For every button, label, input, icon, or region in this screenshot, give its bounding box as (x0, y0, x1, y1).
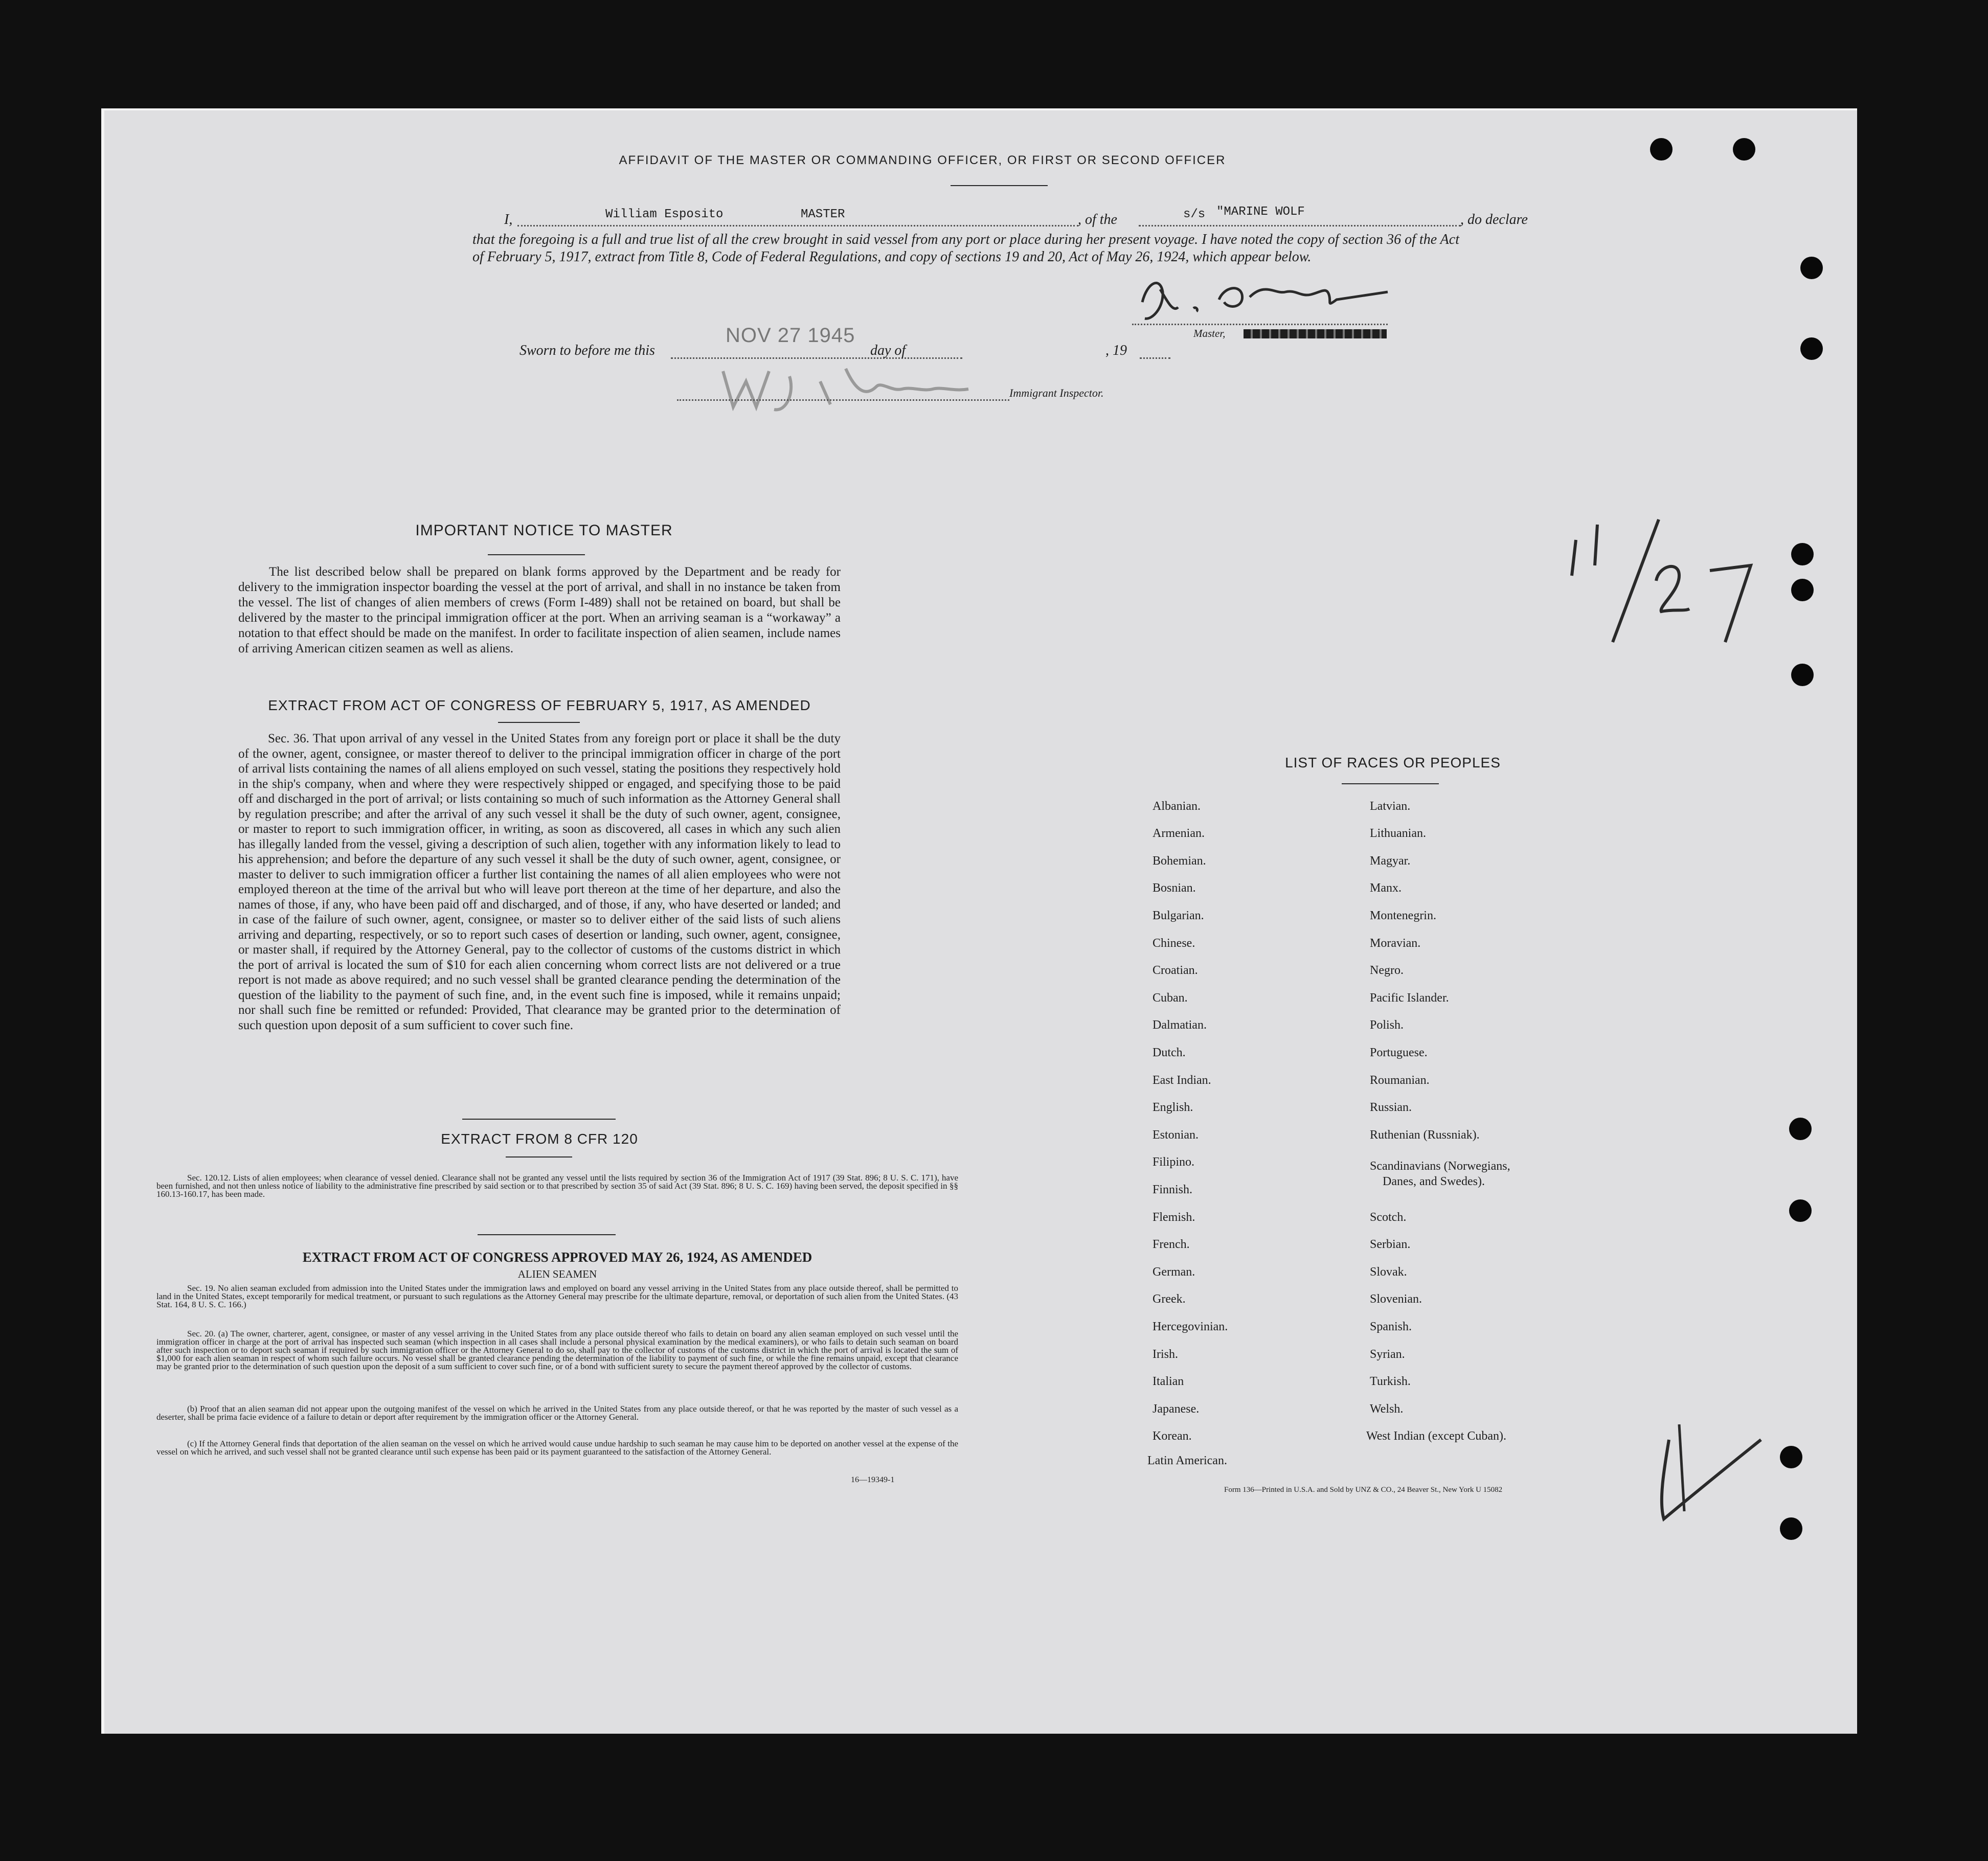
master-name: William Esposito (605, 208, 724, 221)
race-item: Negro. (1370, 964, 1404, 977)
punch-hole (1650, 138, 1673, 161)
do-declare-label: , do declare (1460, 212, 1528, 228)
handwritten-date (1556, 504, 1771, 657)
section-20c: (c) If the Attorney General finds that deportation of the alien seaman on the vessel on which he arrived would cause undue hardship to such seaman he may cause him to be deported on another vessel at the expense of the vessel on which he arrived, and such vessel shall not be granted clearance until such expense has been paid or its payment guaranteed to the satisfaction of the Attorney General. (156, 1439, 958, 1457)
race-item: Albanian. (1153, 800, 1201, 813)
race-item: Filipino. (1153, 1155, 1195, 1169)
affidavit-body: that the foregoing is a full and true list of all the crew brought in said vessel from any port or place during her present voyage. I have noted the copy of section 36 of the Act of February 5, 1917, extract from Title 8, Code of Federal Regulations, and copy of sections 19 and 20, Act of May 26, 1924, which appear below. (472, 232, 1459, 265)
extract-1917-title: EXTRACT FROM ACT OF CONGRESS OF FEBRUARY 5, 1917, AS AMENDED (268, 697, 811, 713)
punch-hole (1780, 1517, 1802, 1540)
sworn-label: Sworn to before me this (519, 343, 655, 358)
section-19: Sec. 19. No alien seaman excluded from admission into the United States under the immigration laws and employed on board any vessel arriving in the United States from any place outside thereof, shall be permitted to land in the United States, except temporarily for medical treatment, or pursuant to such regulations as the Attorney General may prescribe for the ultimate departure, removal, or deportation of such alien from the United States. (43 Stat. 164, 8 U. S. C. 166.) (156, 1283, 958, 1309)
race-item: Spanish. (1370, 1320, 1412, 1333)
race-item: Armenian. (1153, 827, 1205, 840)
punch-hole (1791, 664, 1814, 686)
race-item: Scandinavians (Norwegians, (1370, 1160, 1510, 1173)
form-code: 16—19349-1 (851, 1476, 895, 1484)
race-item: Finnish. (1153, 1183, 1193, 1196)
race-item: Russian. (1370, 1101, 1412, 1114)
master-signature (1132, 271, 1398, 328)
signature-line (1132, 324, 1388, 325)
affidavit-title: AFFIDAVIT OF THE MASTER OR COMMANDING OFFICER, OR FIRST OR SECOND OFFICER (619, 153, 1226, 167)
inspector-label: Immigrant Inspector. (1009, 387, 1104, 399)
race-item: Hercegovinian. (1153, 1320, 1228, 1333)
race-item: Portuguese. (1370, 1046, 1428, 1059)
race-item: Dutch. (1153, 1046, 1186, 1059)
day-of-label: day of (870, 343, 906, 358)
section-20b: (b) Proof that an alien seaman did not appear upon the outgoing manifest of the vessel on which he arrived in the United States from any place outside thereof, or that he was reported by the master of such vessel as a deserter, shall be prima facie evidence of a failure to detain or deport after requirement by the immigration officer or the Attorney General. (156, 1404, 958, 1422)
race-item: Bosnian. (1153, 881, 1196, 895)
race-item: Syrian. (1370, 1348, 1405, 1361)
race-item: Pacific Islander. (1370, 991, 1449, 1005)
punch-hole (1791, 579, 1814, 601)
race-item: Moravian. (1370, 937, 1421, 950)
race-item: Manx. (1370, 881, 1402, 895)
inspector-signature (703, 361, 994, 422)
race-item: Lithuanian. (1370, 827, 1426, 840)
race-item: French. (1153, 1238, 1190, 1251)
race-item: Italian (1153, 1375, 1184, 1388)
signature-line (677, 399, 1009, 401)
date-stamp: NOV 27 1945 (726, 324, 855, 347)
punch-hole (1780, 1446, 1802, 1468)
extract-1924-subtitle: ALIEN SEAMEN (517, 1268, 597, 1280)
race-item: Montenegrin. (1370, 909, 1436, 922)
race-item: Scotch. (1370, 1211, 1407, 1224)
punch-hole (1800, 257, 1823, 279)
race-item: Irish. (1153, 1348, 1178, 1361)
race-item: Dalmatian. (1153, 1018, 1207, 1032)
blank-line (517, 225, 1078, 226)
race-item: Cuban. (1153, 991, 1188, 1005)
divider (1342, 783, 1439, 784)
section-20a: Sec. 20. (a) The owner, charterer, agent, consignee, or master of any vessel arriving in the United States from any place outside thereof who fails to detain on board any alien seaman employed on such vessel until the immigration officer in charge at the port of arrival has inspected such seaman (which inspection in all cases shall include a personal physical examination by the medical examiners), or who fails to detain such seaman on board after such inspection or to deport such seaman if required by such immigration officer or the Attorney General to do so, shall pay to the collector of customs of the customs district in which the port of arrival is located the sum of $1,000 for each alien seaman in respect of whom such failure occurs. No vessel shall be granted clearance pending the determination of the liability to payment of such fine, or while the fine remains unpaid, except that clearance may be granted prior to the determination of such question upon the deposit of a sum sufficient to cover such fine, or of a bond with sufficient surety to secure the payment thereof approved by the collector of customs. (156, 1329, 958, 1371)
race-item: Welsh. (1370, 1402, 1404, 1416)
race-item: English. (1153, 1101, 1193, 1114)
race-item: Ruthenian (Russniak). (1370, 1128, 1480, 1142)
race-item: Danes, and Swedes). (1383, 1175, 1485, 1188)
divider (462, 1119, 616, 1120)
struck-out-text (1244, 329, 1387, 338)
race-item: East Indian. (1153, 1074, 1211, 1087)
race-item: Slovenian. (1370, 1292, 1422, 1306)
punch-hole (1789, 1118, 1812, 1140)
punch-hole (1800, 337, 1823, 360)
race-item: Bulgarian. (1153, 909, 1204, 922)
race-item: Japanese. (1153, 1402, 1200, 1416)
year-label: , 19 (1105, 343, 1127, 358)
race-item: Latin American. (1147, 1454, 1227, 1467)
notice-title: IMPORTANT NOTICE TO MASTER (415, 522, 673, 539)
race-item: West Indian (except Cuban). (1366, 1429, 1506, 1443)
race-item: Roumanian. (1370, 1074, 1430, 1087)
document-page (101, 108, 1857, 1734)
race-item: Korean. (1153, 1429, 1192, 1443)
races-title: LIST OF RACES OR PEOPLES (1285, 755, 1501, 770)
divider (488, 554, 585, 555)
race-item: Serbian. (1370, 1238, 1411, 1251)
extract-1917-body: Sec. 36. That upon arrival of any vessel in the United States from any foreign port or place it shall be the duty of the owner, agent, consignee, or master thereof to deliver to the principal immigration officer in charge of the port of arrival lists containing the names of all aliens employed on such vessel, stating the positions they respectively hold in the ship's company, when and where they were respectively shipped or engaged, and specifying those to be paid off and discharged in the port of arrival; or lists containing so much of such information as the Attorney General shall by regulation prescribe; and after the arrival of any such vessel it shall be the duty of such owner, agent, consignee, or master to report to such immigration officer, in writing, as soon as discovered, all cases in which any such alien has illegally landed from the vessel, giving a description of such alien, together with any information likely to lead to his apprehension; and before the departure of any such vessel it shall be the duty of such owner, agent, consignee, or master to deliver to such immigration officer a further list containing the names of all alien employees who were not employed thereon at the time of the arrival but who will leave port thereon at the time of her departure, and also the names of those, if any, who have been paid off and discharged, and of those, if any, who have deserted or landed; and in case of the failure of such owner, agent, consignee, or master so to deliver either of the said lists of such aliens arriving and departing, respectively, or so to report such cases of desertion or landing, such owner, agent, consignee, or master shall, if required by the Attorney General, pay to the collector of customs of the customs district in which the port of arrival is located the sum of $10 for each alien concerning whom correct lists are not delivered or a true report is not made as above required; and no such vessel shall be granted clearance pending the determination of the question of the liability to the payment of such fine, and, in the event such fine is imposed, while it remains unpaid; nor shall such fine be remitted or refunded: Provided, That clearance may be granted prior to the determination of such question upon deposit of a sum sufficient to cover such fine. (238, 732, 841, 1032)
divider (951, 185, 1048, 186)
divider (506, 1156, 572, 1158)
race-item: Magyar. (1370, 854, 1411, 868)
blank-line (1140, 357, 1170, 359)
printer-footer: Form 136—Printed in U.S.A. and Sold by UNZ & CO., 24 Beaver St., New York U 15082 (1224, 1486, 1503, 1494)
divider (498, 722, 580, 723)
race-item: Bohemian. (1153, 854, 1206, 868)
race-item: Flemish. (1153, 1211, 1195, 1224)
punch-hole (1789, 1199, 1812, 1222)
race-item: Estonian. (1153, 1128, 1199, 1142)
race-item: Polish. (1370, 1018, 1404, 1032)
race-item: Greek. (1153, 1292, 1186, 1306)
i-label: I, (504, 212, 513, 228)
extract-1924-title: EXTRACT FROM ACT OF CONGRESS APPROVED MAY 26, 1924, AS AMENDED (302, 1250, 812, 1265)
race-item: Latvian. (1370, 800, 1411, 813)
ship-name: "MARINE WOLF (1216, 205, 1305, 219)
master-rank: MASTER (801, 208, 845, 221)
check-mark (1648, 1409, 1771, 1537)
blank-line (671, 357, 962, 359)
divider (478, 1234, 616, 1235)
extract-cfr-body: Sec. 120.12. Lists of alien employees; when clearance of vessel denied. Clearance shall not be granted any vessel until the lists required by section 36 of the Immigration Act of 1917 (39 Stat. 896; 8 U. S. C. 171), have been furnished, and not then unless notice of liability to the administrative fine prescribed by said section or to that prescribed by section 35 of said Act (39 Stat. 896; 8 U. S. C. 169) having been served, the deposit specified in §§ 160.13-160.17, has been made. (156, 1173, 958, 1199)
race-item: Croatian. (1153, 964, 1198, 977)
blank-line (1139, 225, 1461, 226)
ship-prefix: s/s (1183, 208, 1206, 221)
race-item: Slovak. (1370, 1265, 1407, 1279)
race-item: Turkish. (1370, 1375, 1411, 1388)
punch-hole (1791, 543, 1814, 565)
punch-hole (1733, 138, 1755, 161)
race-item: Chinese. (1153, 937, 1195, 950)
of-the-label: , of the (1078, 212, 1117, 228)
race-item: German. (1153, 1265, 1195, 1279)
extract-cfr-title: EXTRACT FROM 8 CFR 120 (441, 1131, 638, 1147)
master-label: Master, (1193, 327, 1226, 339)
notice-body: The list described below shall be prepared on blank forms approved by the Department and be ready for delivery to the immigration inspector boarding the vessel at the port of arrival, and shall in no instance be taken from the vessel. The list of changes of alien members of crews (Form I-489) shall not be retained on board, but shall be delivered by the master to the principal immigration officer at the port. When an arriving seaman is a “workaway” a notation to that effect should be made on the manifest. In order to facilitate inspection of alien seamen, include names of arriving American citizen seamen as well as aliens. (238, 565, 841, 655)
